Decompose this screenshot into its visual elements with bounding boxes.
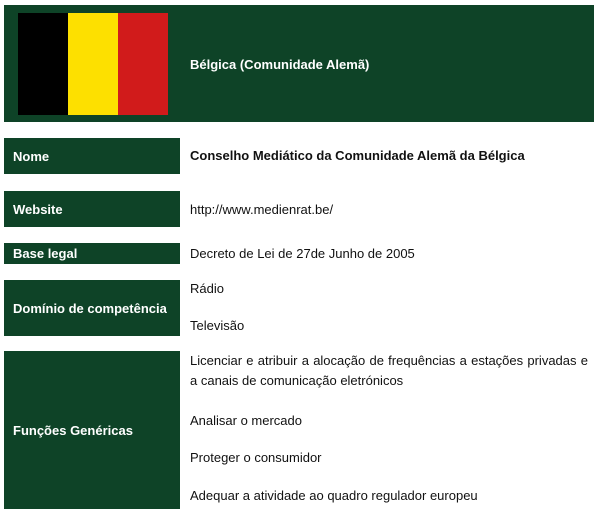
header-banner [4,5,594,122]
dominio-label: Domínio de competência [4,280,180,336]
website-value: http://www.medienrat.be/ [190,202,334,217]
nome-label: Nome [4,138,180,174]
country-title: Bélgica (Comunidade Alemã) [190,57,370,72]
dominio-value-televisao: Televisão [190,318,245,333]
base-legal-value: Decreto de Lei de 27de Junho de 2005 [190,246,415,261]
flag-stripe-black [18,13,68,115]
funcoes-value-adequar: Adequar a atividade ao quadro regulador europeu [190,488,478,503]
funcoes-label: Funções Genéricas [4,351,180,509]
dominio-value-radio: Rádio [190,281,224,296]
funcoes-value-licenciar: Licenciar e atribuir a alocação de frequências a estações privadas e a canais de comunicação eletrónicos [190,353,588,388]
flag-stripe-yellow [68,13,118,115]
funcoes-value-analisar: Analisar o mercado [190,413,302,428]
flag-stripe-red [118,13,168,115]
belgium-flag [18,13,168,115]
nome-value: Conselho Mediático da Comunidade Alemã da Bélgica [190,148,525,163]
base-legal-label: Base legal [4,243,180,264]
funcoes-value-proteger: Proteger o consumidor [190,450,322,465]
website-label: Website [4,191,180,227]
